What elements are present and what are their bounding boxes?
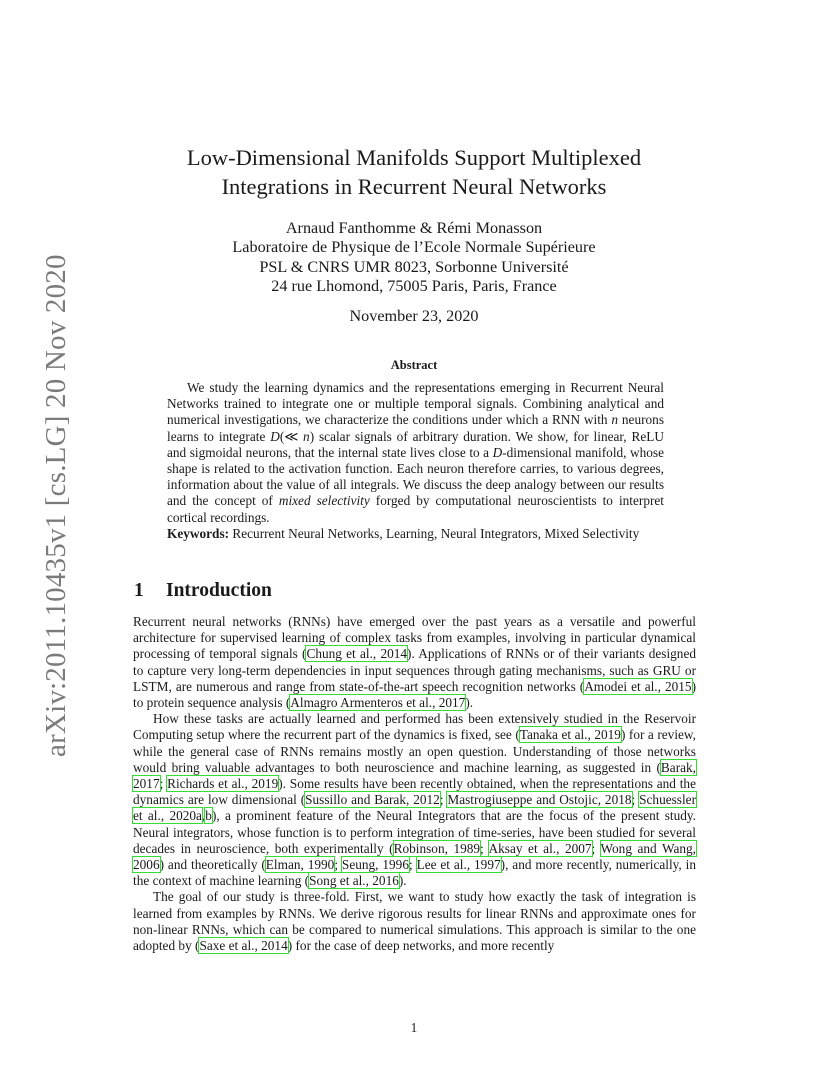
citation-link[interactable]: Richards et al., 2019 xyxy=(167,776,279,792)
intro-paragraph-2: How these tasks are actually learned and performed has been extensively studied in the Reservoir Computing setup where the recurrent part of the dynamics is fixed, see (Tanaka et al., 2019) for a review, while the general case of RNNs remains mostly an open question. Understanding of those networks would bring valuable advantages to both neuroscience and machine learning, as suggested in (Barak, 2017; Richards et al., 2019). Some results have been recently obtained, when the representations and the dynamics are low dimensional (Sussillo and Barak, 2012; Mastrogiuseppe and Ostojic, 2018; Schuessler et al., 2020a,b), a prominent feature of the Neural Integrators that are the focus of the present study. Neural integrators, whose function is to perform integration of time-series, have been studied for several decades in neuroscience, both experimentally (Robinson, 1989; Aksay et al., 2007; Wong and Wang, 2006) and theoretically (Elman, 1990; Seung, 1996; Lee et al., 1997), and more recently, numerically, in the context of machine learning (Song et al., 2016). xyxy=(133,711,696,889)
affiliation-1: Laboratoire de Physique de l’Ecole Normale Supérieure xyxy=(232,238,596,257)
title-line-2: Integrations in Recurrent Neural Networks xyxy=(221,174,607,199)
citation-link[interactable]: Sussillo and Barak, 2012 xyxy=(305,792,440,808)
introduction-body xyxy=(133,614,696,954)
intro-paragraph-3: The goal of our study is three-fold. First, we want to study how exactly the task of integration is learned from examples by RNNs. We derive rigorous results for linear RNNs and approximate ones for non-linear RNNs, which can be compared to numerical simulations. This approach is similar to the one adopted by (Saxe et al., 2014) for the case of deep networks, and more recently xyxy=(133,889,696,954)
author-names: Arnaud Fanthomme & Rémi Monasson xyxy=(285,219,543,237)
citation-link[interactable]: Tanaka et al., 2019 xyxy=(519,727,621,743)
citation-link[interactable]: Lee et al., 1997 xyxy=(416,857,501,873)
citation-link[interactable]: Elman, 1990 xyxy=(265,857,335,873)
citation-link[interactable]: Seung, 1996 xyxy=(341,857,409,873)
section-heading xyxy=(134,580,272,602)
arxiv-identifier: arXiv:2011.10435v1 [cs.LG] 20 Nov 2020 xyxy=(40,254,72,757)
citation-link[interactable]: Wong and Wang, 2006 xyxy=(133,840,696,873)
citation-link[interactable]: Mastrogiuseppe and Ostojic, 2018 xyxy=(447,792,632,808)
affiliation-2: PSL & CNRS UMR 8023, Sorbonne Université xyxy=(259,257,569,276)
citation-link[interactable]: Schuessler et al., 2020a xyxy=(133,792,696,824)
title-line-1: Low-Dimensional Manifolds Support Multiplexed xyxy=(186,145,642,170)
citation-link[interactable]: Song et al., 2016 xyxy=(309,873,399,889)
section-title: Introduction xyxy=(166,580,272,601)
keywords-label: Keywords: xyxy=(167,525,230,541)
page-number: 1 xyxy=(410,1020,418,1035)
abstract-body xyxy=(167,380,664,542)
section-number: 1 xyxy=(134,580,144,601)
citation-link[interactable]: Robinson, 1989 xyxy=(393,840,481,856)
citation-link[interactable]: Chung et al., 2014 xyxy=(306,646,408,662)
abstract-heading: Abstract xyxy=(390,358,438,372)
citation-link[interactable]: Almagro Armenteros et al., 2017 xyxy=(290,695,466,711)
citation-link[interactable]: Aksay et al., 2007 xyxy=(488,840,592,856)
citation-link[interactable]: Barak, 2017 xyxy=(133,759,696,792)
address: 24 rue Lhomond, 75005 Paris, Paris, France xyxy=(271,277,557,296)
citation-link[interactable]: Amodei et al., 2015 xyxy=(584,678,692,694)
abstract-paragraph: We study the learning dynamics and the representations emerging in Recurrent Neural Networks trained to integrate one or multiple temporal signals. Combining analytical and numerical investigations, we characterize the conditions under which a RNN with n neurons learns to integrate D(≪ n) scalar signals of arbitrary duration. We show, for linear, ReLU and sigmoidal neurons, that the internal state lives close to a D-dimensional manifold, whose shape is related to the activation function. Each neuron therefore carries, to various degrees, information about the value of all integrals. We discuss the deep analogy between our results and the concept of mixed selectivity forged by computational neuroscientists to interpret cortical recordings. xyxy=(167,380,664,525)
citation-link[interactable]: Saxe et al., 2014 xyxy=(199,938,288,954)
paper-title xyxy=(0,143,828,201)
citation-link[interactable]: b xyxy=(205,808,212,824)
intro-paragraph-1: Recurrent neural networks (RNNs) have emerged over the past years as a versatile and powerful architecture for supervised learning of complex tasks from examples, involving in particular dynamical processing of temporal signals (Chung et al., 2014). Applications of RNNs or of their variants designed to capture very long-term dependencies in input sequences through gating mechanisms, such as GRU or LSTM, are numerous and range from state-of-the-art speech recognition networks (Amodei et al., 2015) to protein sequence analysis (Almagro Armenteros et al., 2017). xyxy=(133,614,696,711)
author-block xyxy=(0,219,828,297)
paper-date: November 23, 2020 xyxy=(349,307,479,325)
keywords: Keywords: Recurrent Neural Networks, Learning, Neural Integrators, Mixed Selectivity xyxy=(167,525,640,541)
